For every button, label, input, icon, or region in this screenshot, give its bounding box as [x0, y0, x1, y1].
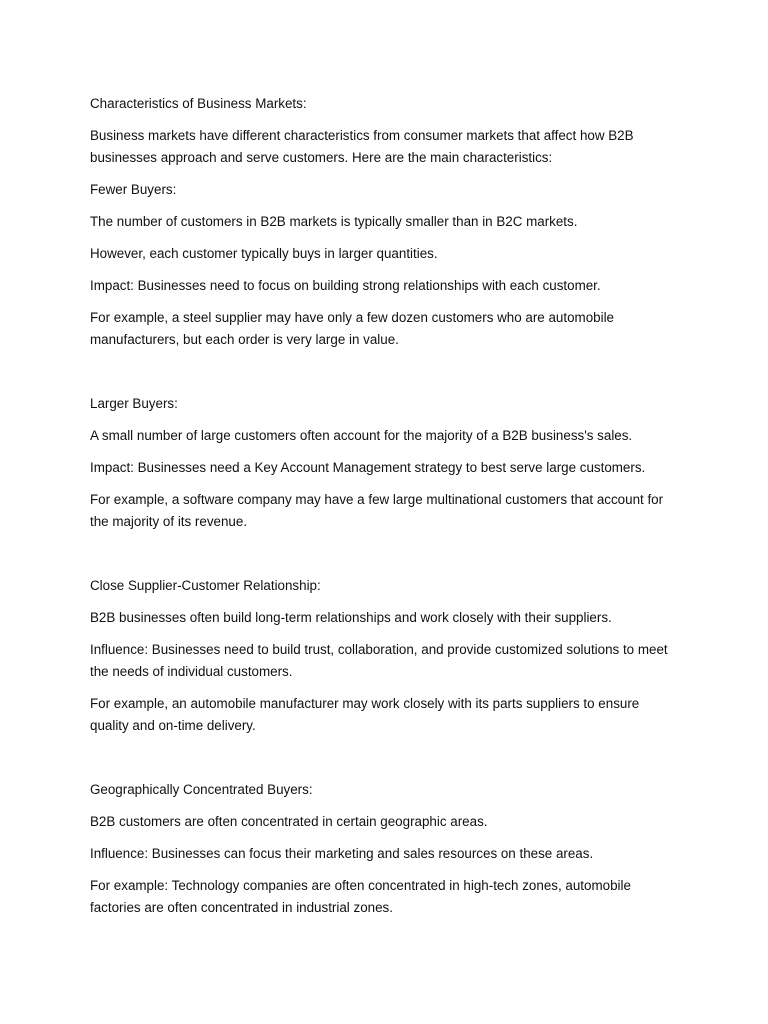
section-paragraph: B2B customers are often concentrated in certain geographic areas. [90, 814, 488, 829]
section-paragraph: Influence: Businesses can focus their marketing and sales resources on these areas. [90, 846, 594, 861]
section-paragraph: For example, a software company may have a few large multinational customers that account for the majority of its revenue. [90, 492, 664, 529]
section-paragraph: A small number of large customers often account for the majority of a B2B business's sales. [90, 428, 633, 443]
section-spacer [90, 543, 670, 575]
section-paragraph: B2B businesses often build long-term relationships and work closely with their suppliers. [90, 610, 612, 625]
section-paragraph: However, each customer typically buys in larger quantities. [90, 246, 438, 261]
section-spacer [90, 361, 670, 393]
section-heading-close-relationship: Close Supplier-Customer Relationship: [90, 578, 321, 593]
document-page [90, 93, 670, 929]
section-paragraph: Impact: Businesses need a Key Account Management strategy to best serve large customers. [90, 460, 646, 475]
section-paragraph: Influence: Businesses need to build trust, collaboration, and provide customized solutions to meet the needs of individual customers. [90, 642, 668, 679]
section-paragraph: For example, an automobile manufacturer may work closely with its parts suppliers to ensure quality and on-time delivery. [90, 696, 640, 733]
section-heading-geographic-concentration: Geographically Concentrated Buyers: [90, 782, 313, 797]
section-heading-fewer-buyers: Fewer Buyers: [90, 182, 177, 197]
section-paragraph: The number of customers in B2B markets is typically smaller than in B2C markets. [90, 214, 578, 229]
section-paragraph: For example: Technology companies are often concentrated in high-tech zones, automobile factories are often concentrated in industrial zones. [90, 878, 631, 915]
section-paragraph: Impact: Businesses need to focus on building strong relationships with each customer. [90, 278, 601, 293]
intro-paragraph: Business markets have different characteristics from consumer markets that affect how B2B businesses approach and serve customers. Here are the main characteristics: [90, 128, 634, 165]
section-heading-larger-buyers: Larger Buyers: [90, 396, 178, 411]
section-spacer [90, 747, 670, 779]
section-paragraph: For example, a steel supplier may have only a few dozen customers who are automobile manufacturers, but each order is very large in value. [90, 310, 614, 347]
document-title: Characteristics of Business Markets: [90, 96, 307, 111]
